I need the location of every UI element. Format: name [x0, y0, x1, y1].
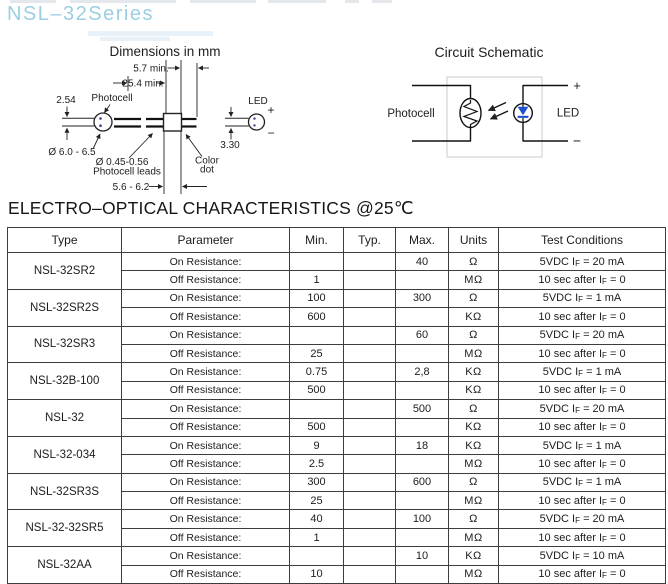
- cell-max: 600: [396, 473, 449, 491]
- cell-max: 40: [396, 253, 449, 271]
- header-units: Units: [449, 228, 499, 253]
- cell-typ: [344, 289, 396, 307]
- cell-min: 10: [290, 565, 344, 583]
- cell-typ: [344, 510, 396, 528]
- led-end-view: [249, 114, 265, 130]
- cell-param: Off Resistance:: [122, 271, 290, 289]
- cell-test-conditions: 10 sec after IF = 0: [499, 528, 666, 546]
- cell-typ: [344, 363, 396, 381]
- table-row: [8, 253, 666, 271]
- cell-test-conditions: 5VDC IF = 10 mA: [499, 547, 666, 565]
- package-body: [164, 114, 182, 132]
- table-row: [8, 436, 666, 454]
- cell-units: KΩ: [449, 308, 499, 326]
- cell-min: 300: [290, 473, 344, 491]
- cell-type: NSL-32SR2: [8, 253, 122, 290]
- photocell-end-view: [94, 113, 112, 131]
- cell-max: [396, 528, 449, 546]
- header-min: Min.: [290, 228, 344, 253]
- cell-param: On Resistance:: [122, 326, 290, 344]
- cell-typ: [344, 565, 396, 583]
- cell-type: NSL-32SR3S: [8, 473, 122, 510]
- cell-min: 1: [290, 271, 344, 289]
- cell-typ: [344, 308, 396, 326]
- header-type: Type: [8, 228, 122, 253]
- cell-param: On Resistance:: [122, 253, 290, 271]
- cell-param: On Resistance:: [122, 400, 290, 418]
- cell-test-conditions: 5VDC IF = 1 mA: [499, 473, 666, 491]
- cell-max: 18: [396, 436, 449, 454]
- cell-units: Ω: [449, 326, 499, 344]
- cell-test-conditions: 5VDC IF = 20 mA: [499, 510, 666, 528]
- cell-min: 0.75: [290, 363, 344, 381]
- cell-max: 60: [396, 326, 449, 344]
- cell-min: 600: [290, 308, 344, 326]
- dimensions-title: Dimensions in mm: [109, 44, 221, 59]
- cell-test-conditions: 10 sec after IF = 0: [499, 344, 666, 362]
- cell-test-conditions: 5VDC IF = 20 mA: [499, 326, 666, 344]
- cell-units: Ω: [449, 289, 499, 307]
- led-plus-label: +: [267, 103, 275, 117]
- cell-max: [396, 381, 449, 399]
- cell-param: On Resistance:: [122, 436, 290, 454]
- cell-typ: [344, 436, 396, 454]
- table-row: [8, 547, 666, 565]
- light-arrow: [491, 111, 509, 119]
- section-heading: ELECTRO–OPTICAL CHARACTERISTICS @25℃: [8, 198, 414, 218]
- cell-typ: [344, 271, 396, 289]
- header-parameter: Parameter: [122, 228, 290, 253]
- circuit-plus-label: +: [573, 78, 581, 93]
- cell-param: Off Resistance:: [122, 308, 290, 326]
- table-row: [8, 289, 666, 307]
- cell-max: [396, 271, 449, 289]
- cell-max: [396, 418, 449, 436]
- cell-test-conditions: 10 sec after IF = 0: [499, 418, 666, 436]
- cell-typ: [344, 381, 396, 399]
- cell-param: On Resistance:: [122, 363, 290, 381]
- table-row: [8, 363, 666, 381]
- cell-type: NSL-32SR3: [8, 326, 122, 363]
- cell-typ: [344, 253, 396, 271]
- cell-min: 2.5: [290, 455, 344, 473]
- circuit-schematic: [387, 44, 581, 157]
- cell-typ: [344, 547, 396, 565]
- cell-units: KΩ: [449, 418, 499, 436]
- cell-max: 500: [396, 400, 449, 418]
- cell-typ: [344, 492, 396, 510]
- cell-typ: [344, 344, 396, 362]
- cell-min: 9: [290, 436, 344, 454]
- cell-param: On Resistance:: [122, 547, 290, 565]
- cell-param: On Resistance:: [122, 510, 290, 528]
- cell-max: 300: [396, 289, 449, 307]
- cell-param: Off Resistance:: [122, 492, 290, 510]
- dim-25-4-label: 25.4 min.: [122, 78, 164, 90]
- cell-typ: [344, 418, 396, 436]
- cell-typ: [344, 400, 396, 418]
- cell-test-conditions: 5VDC IF = 20 mA: [499, 400, 666, 418]
- lead-diameter-label: Ø 0.45-0.56: [95, 157, 149, 168]
- cell-max: [396, 344, 449, 362]
- cell-min: 500: [290, 418, 344, 436]
- cell-type: NSL-32AA: [8, 547, 122, 584]
- cell-param: On Resistance:: [122, 473, 290, 491]
- cell-units: Ω: [449, 510, 499, 528]
- table-row: [8, 510, 666, 528]
- cell-test-conditions: 5VDC IF = 1 mA: [499, 289, 666, 307]
- cell-max: [396, 565, 449, 583]
- cell-test-conditions: 5VDC IF = 1 mA: [499, 436, 666, 454]
- cell-param: Off Resistance:: [122, 344, 290, 362]
- cell-param: Off Resistance:: [122, 381, 290, 399]
- table-header-row: [8, 228, 666, 253]
- electro-optical-table: [7, 227, 666, 584]
- color-dot-label-line2: dot: [200, 164, 214, 176]
- eo-table-body: [8, 253, 666, 584]
- photocell-leads-label: Photocell leads: [93, 166, 161, 178]
- cell-test-conditions: 10 sec after IF = 0: [499, 565, 666, 583]
- table-row: [8, 400, 666, 418]
- header-typ: Typ.: [344, 228, 396, 253]
- cell-param: Off Resistance:: [122, 455, 290, 473]
- cell-type: NSL-32-32SR5: [8, 510, 122, 547]
- header-diagrams: [0, 0, 668, 210]
- cell-param: On Resistance:: [122, 289, 290, 307]
- table-row: [8, 473, 666, 491]
- cell-test-conditions: 5VDC IF = 20 mA: [499, 253, 666, 271]
- cell-max: [396, 455, 449, 473]
- cell-min: 1: [290, 528, 344, 546]
- cell-units: KΩ: [449, 547, 499, 565]
- header-max: Max.: [396, 228, 449, 253]
- circuit-photocell-label: Photocell: [387, 108, 435, 120]
- cell-units: MΩ: [449, 344, 499, 362]
- table-row: [8, 326, 666, 344]
- page-title: NSL–32Series: [7, 3, 154, 25]
- cell-units: MΩ: [449, 565, 499, 583]
- cell-typ: [344, 455, 396, 473]
- cell-param: Off Resistance:: [122, 565, 290, 583]
- cell-max: [396, 492, 449, 510]
- circuit-minus-label: −: [572, 132, 582, 149]
- cell-units: Ω: [449, 400, 499, 418]
- cell-min: [290, 326, 344, 344]
- dimensions-diagram: [48, 44, 274, 194]
- dim-5-6-6-2-label: 5.6 - 6.2: [112, 182, 150, 193]
- cell-type: NSL-32-034: [8, 436, 122, 473]
- cell-test-conditions: 10 sec after IF = 0: [499, 455, 666, 473]
- photocell-callout-label: Photocell: [91, 93, 133, 104]
- header-test-conditions: Test Conditions: [499, 228, 666, 253]
- circuit-title: Circuit Schematic: [434, 44, 544, 60]
- cell-units: MΩ: [449, 271, 499, 289]
- cell-min: [290, 400, 344, 418]
- cell-max: 2,8: [396, 363, 449, 381]
- cell-test-conditions: 5VDC IF = 1 mA: [499, 363, 666, 381]
- cell-type: NSL-32SR2S: [8, 289, 122, 326]
- cell-test-conditions: 10 sec after IF = 0: [499, 381, 666, 399]
- led-callout-label: LED: [248, 96, 268, 107]
- body-diameter-label: Ø 6.0 - 6.5: [48, 147, 96, 158]
- cell-units: Ω: [449, 473, 499, 491]
- cell-max: [396, 308, 449, 326]
- cell-test-conditions: 10 sec after IF = 0: [499, 271, 666, 289]
- cell-units: KΩ: [449, 436, 499, 454]
- color-dot-label-line1: Color: [195, 155, 219, 167]
- led-minus-label: −: [267, 126, 275, 140]
- dim-2-54-label: 2.54: [56, 95, 76, 106]
- cell-units: KΩ: [449, 381, 499, 399]
- cell-typ: [344, 473, 396, 491]
- cell-min: 25: [290, 344, 344, 362]
- cell-units: KΩ: [449, 363, 499, 381]
- cell-typ: [344, 528, 396, 546]
- cell-param: Off Resistance:: [122, 418, 290, 436]
- cell-units: Ω: [449, 253, 499, 271]
- cell-units: MΩ: [449, 528, 499, 546]
- circuit-led-label: LED: [556, 107, 580, 120]
- cell-max: 10: [396, 547, 449, 565]
- cell-typ: [344, 326, 396, 344]
- cell-test-conditions: 10 sec after IF = 0: [499, 492, 666, 510]
- light-arrow: [489, 103, 507, 111]
- cell-test-conditions: 10 sec after IF = 0: [499, 308, 666, 326]
- cell-max: 100: [396, 510, 449, 528]
- cell-param: Off Resistance:: [122, 528, 290, 546]
- cell-type: NSL-32: [8, 400, 122, 437]
- cell-units: MΩ: [449, 492, 499, 510]
- cell-min: 100: [290, 289, 344, 307]
- cell-type: NSL-32B-100: [8, 363, 122, 400]
- cell-min: 500: [290, 381, 344, 399]
- cell-min: [290, 547, 344, 565]
- cell-min: 40: [290, 510, 344, 528]
- dim-3-30-label: 3.30: [220, 140, 240, 151]
- cell-min: [290, 253, 344, 271]
- dim-5-7-label: 5.7 min.: [133, 63, 169, 75]
- cell-min: 25: [290, 492, 344, 510]
- cell-units: MΩ: [449, 455, 499, 473]
